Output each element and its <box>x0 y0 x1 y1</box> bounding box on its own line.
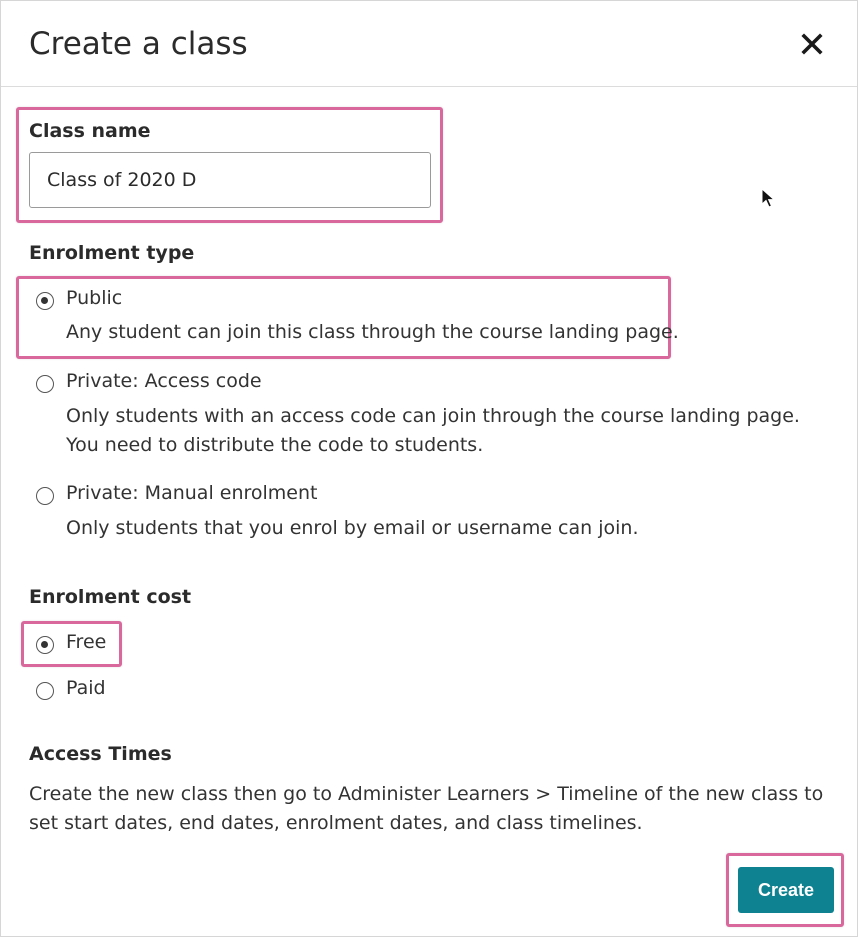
radio-public[interactable] <box>36 292 54 310</box>
enrolment-type-label: Enrolment type <box>29 242 195 264</box>
radio-private-manual-enrolment[interactable] <box>36 487 54 505</box>
option-label-free[interactable]: Free <box>66 631 107 653</box>
access-times-description: Create the new class then go to Administer Learners > Timeline of the new class to set start dates, end dates, enrolment dates, and class timelines. <box>29 783 824 834</box>
close-icon <box>801 33 823 55</box>
class-name-label: Class name <box>29 120 151 142</box>
mouse-pointer-icon <box>761 188 777 210</box>
radio-paid[interactable] <box>36 682 54 700</box>
option-label-paid[interactable]: Paid <box>66 677 106 699</box>
access-times-heading: Access Times <box>29 743 172 765</box>
radio-private-access-code[interactable] <box>36 375 54 393</box>
option-description-public: Any student can join this class through the course landing page. <box>66 321 679 343</box>
radio-free[interactable] <box>36 636 54 654</box>
option-label-private-manual-enrolment[interactable]: Private: Manual enrolment <box>66 482 318 504</box>
class-name-input[interactable] <box>29 152 431 208</box>
option-description-private-access-code-line1: Only students with an access code can join through the course landing page. <box>66 405 800 427</box>
option-description-private-access-code-line2: You need to distribute the code to students. <box>66 434 484 456</box>
option-label-private-access-code[interactable]: Private: Access code <box>66 370 262 392</box>
close-button[interactable] <box>795 27 829 61</box>
option-label-public[interactable]: Public <box>66 287 123 309</box>
dialog-title: Create a class <box>29 26 248 62</box>
enrolment-cost-label: Enrolment cost <box>29 586 192 608</box>
dialog-header <box>1 1 857 87</box>
option-description-private-manual-enrolment: Only students that you enrol by email or username can join. <box>66 517 639 539</box>
create-button[interactable]: Create <box>738 867 834 913</box>
